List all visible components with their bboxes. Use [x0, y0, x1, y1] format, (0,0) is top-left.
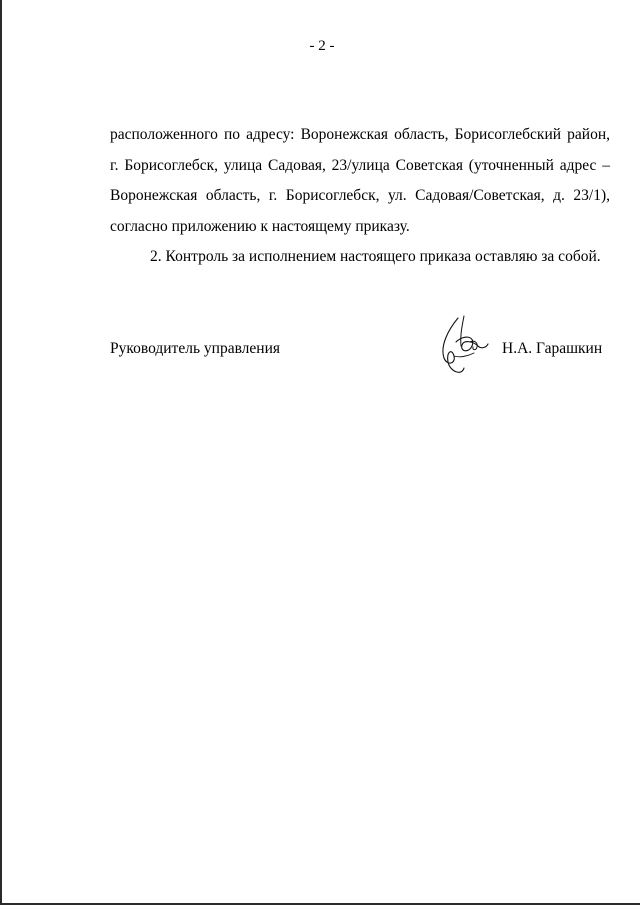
signature-icon: [434, 312, 490, 378]
paragraph2: 2. Контроль за исполнением настоящего приказа оставляю за собой.: [150, 248, 601, 265]
page-number: - 2 -: [309, 38, 335, 54]
paragraph1-line-2: г. Борисоглебск, улица Садовая, 23/улица Советская (уточненный адрес –: [110, 156, 610, 174]
signer-title: Руководитель управления: [110, 340, 281, 357]
paragraph1-line-3: Воронежская область, г. Борисоглебск, ул. Садовая/Советская, д. 23/1),: [110, 187, 610, 204]
document-body: [110, 120, 610, 273]
paragraph1-line-1: расположенного по адресу: Воронежская область, Борисоглебский район,: [110, 126, 610, 143]
signer-name: Н.А. Гарашкин: [502, 340, 603, 357]
paragraph1-line-4: согласно приложению к настоящему приказу.: [110, 217, 410, 235]
